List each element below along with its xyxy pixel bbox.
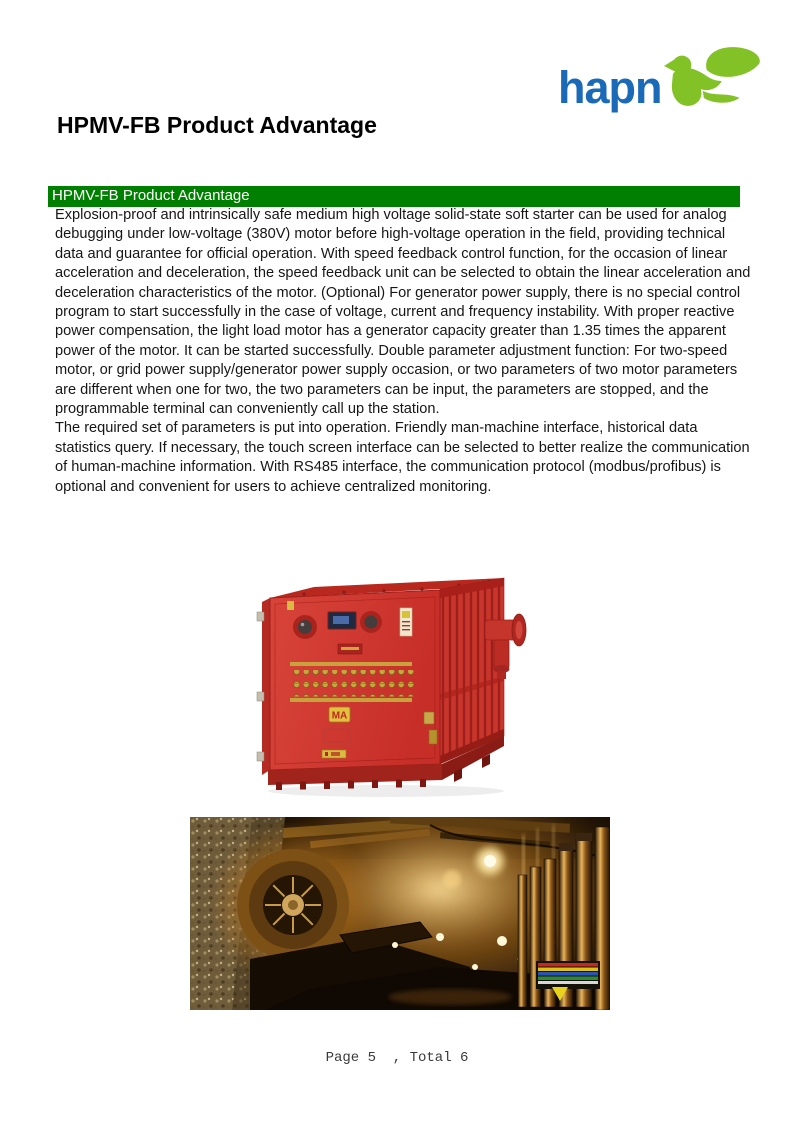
- brand-logo: [558, 44, 762, 113]
- page-title: HPMV-FB Product Advantage: [57, 112, 377, 138]
- page-footer: Page 5 , Total 6: [325, 1050, 469, 1066]
- photo-mine-tunnel: [190, 817, 610, 1010]
- ma-certification-badge: MA: [331, 710, 348, 722]
- section-header-bar: [48, 186, 740, 207]
- paragraph-2: The required set of parameters is put into operation. Friendly man-machine interface, historical data statistics query. If necessary, the touch screen interface can be selected to better realize the communication of human-machine information. With RS485 interface, the communication protocol (modbus/profibus) is optional and convenient for users to achieve centralized monitoring.: [55, 420, 750, 495]
- dove-leaf-icon: [663, 46, 763, 108]
- mine-tunnel-image: [190, 817, 610, 1010]
- soft-starter-cabinet-image: [254, 574, 530, 800]
- section-header-label: HPMV-FB Product Advantage: [52, 187, 250, 204]
- paragraph-1: Explosion-proof and intrinsically safe medium high voltage solid-state soft starter can be used for analog debugging under low-voltage (380V) motor before high-voltage operation in the field, providing technical data and guarantee for official operation. With speed feedback control function, for the occasion of linear acceleration and deceleration, the speed feedback unit can be selected to obtain the linear acceleration and deceleration characteristics of the motor. (Optional) For generator power supply, there is no special control program to start successfully in the case of voltage, current and frequency instability. With proper reactive power compensation, the light load motor has a generator capacity greater than 1.35 times the apparent power of the motor. It can be started successfully. Double parameter adjustment function: For two-speed motor, or grid power supply/generator power supply occasion, or two parameters of two motor parameters are different when one for two, the two parameters can be input, the parameters are stopped, and the programmable terminal can conveniently call up the station.: [55, 207, 751, 418]
- body-text: [55, 206, 752, 497]
- product-photo-soft-starter: [254, 574, 530, 800]
- brand-wordmark: hapn: [558, 61, 662, 113]
